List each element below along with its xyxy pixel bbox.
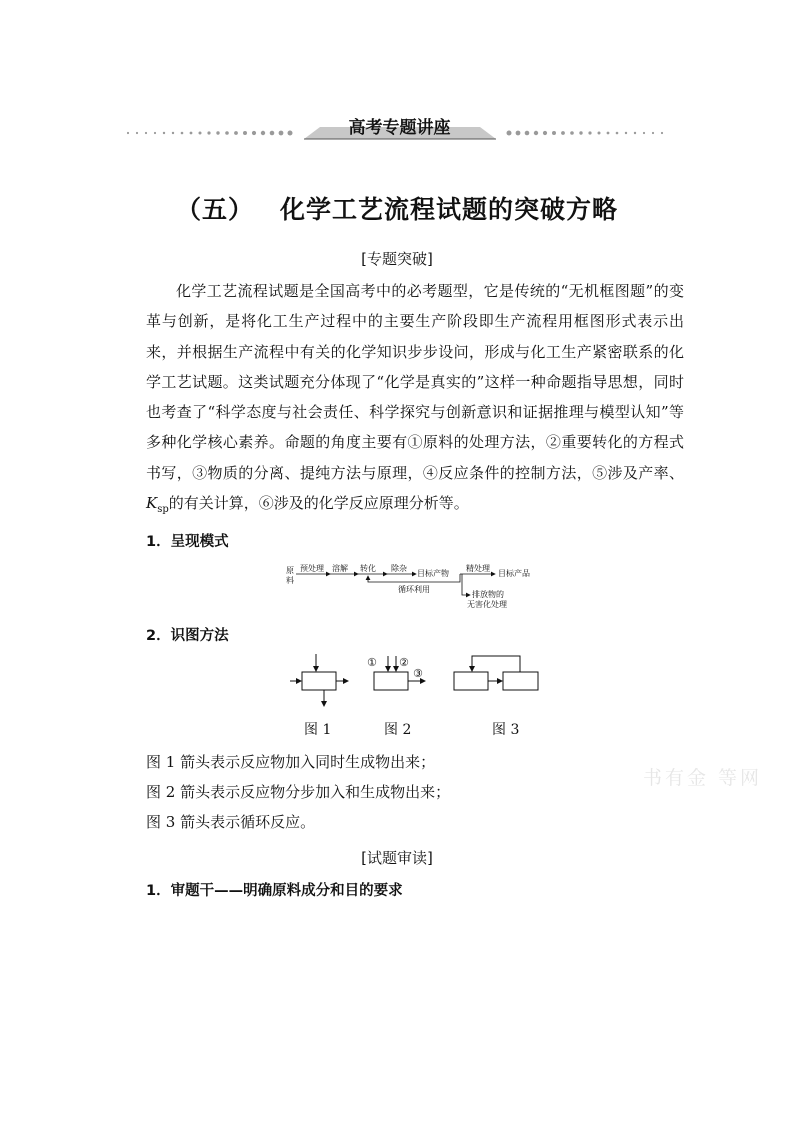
page-title (0, 190, 794, 226)
flow-raw-top: 原 (286, 566, 294, 575)
figure-3 (454, 656, 538, 690)
watermark: 书有金 等网 (643, 767, 763, 789)
header-banner (122, 117, 677, 143)
figure-caption-1: 图 1 (304, 722, 332, 738)
explanation-figure-3: 图 3 箭头表示循环反应。 (146, 813, 316, 831)
section-tag-breakthrough: [专题突破] (361, 250, 433, 268)
section-tag-reading: [试题审读] (361, 849, 433, 867)
figure-caption-3: 图 3 (492, 722, 520, 738)
flow-step-purify: 除杂 (391, 564, 407, 573)
figure-1 (290, 654, 348, 706)
flow-final-product: 目标产品 (498, 569, 530, 578)
ksp-symbol: K (146, 494, 158, 513)
item-read-stem: 1．审题干——明确原料成分和目的要求 (146, 883, 403, 899)
explanation-figure-1: 图 1 箭头表示反应物加入同时生成物出来； (146, 753, 436, 771)
flow-waste-line1: 排放物的 (472, 590, 504, 599)
flow-raw-bottom: 料 (286, 576, 294, 585)
item-presentation-mode: 1．呈现模式 (146, 534, 229, 550)
intro-paragraph-tail: 的有关计算，⑥涉及的化学反应原理分析等。 (168, 494, 469, 513)
flow-waste-arrow (462, 574, 470, 595)
intro-paragraph-text: 化学工艺流程试题是全国高考中的必考题型，它是传统的“无机框图题”的变革与创新，是将化工生产过程中的主要生产阶段即生产流程用框图形式表示出来，并根据生产流程中有关的化学知识步步设问，形成与化工生产紧密联系的化学工艺试题。这类试题充分体现了“化学是真实的”这样一种命题指导思想，同时也考查了“科学态度与社会责任、科学探究与创新意识和证据推理与模型认知”等多种化学核心素养。命题的角度主要有①原料的处理方法，②重要转化的方程式书写，③物质的分离、提纯方法与原理，④反应条件的控制方法，⑤涉及产率、 (146, 282, 684, 482)
figure-diagrams (285, 648, 545, 713)
item-diagram-reading: 2．识图方法 (146, 628, 229, 644)
flow-waste-line2: 无害化处理 (467, 600, 507, 609)
figure-2-mark-3: ③ (413, 667, 423, 680)
flow-step-pretreat: 预处理 (300, 564, 324, 573)
figure-caption-2: 图 2 (384, 722, 412, 738)
flow-step-convert: 转化 (360, 564, 376, 573)
intro-paragraph (146, 276, 684, 525)
flow-recycle: 循环利用 (398, 585, 430, 594)
flow-target-product: 目标产物 (417, 569, 449, 578)
process-flow-diagram (286, 560, 546, 615)
flow-step-refine: 精处理 (466, 564, 490, 573)
figure-2-mark-1: ① (367, 656, 377, 669)
figure-2-mark-2: ② (399, 656, 409, 669)
banner-title: 高考专题讲座 (348, 118, 451, 138)
flow-step-dissolve: 溶解 (332, 564, 348, 573)
ksp-subscript: sp (157, 504, 169, 516)
title-text: 化学工艺流程试题的突破方略 (280, 195, 619, 224)
title-number: （五） (175, 195, 254, 224)
explanation-figure-2: 图 2 箭头表示反应物分步加入和生成物出来； (146, 783, 451, 801)
